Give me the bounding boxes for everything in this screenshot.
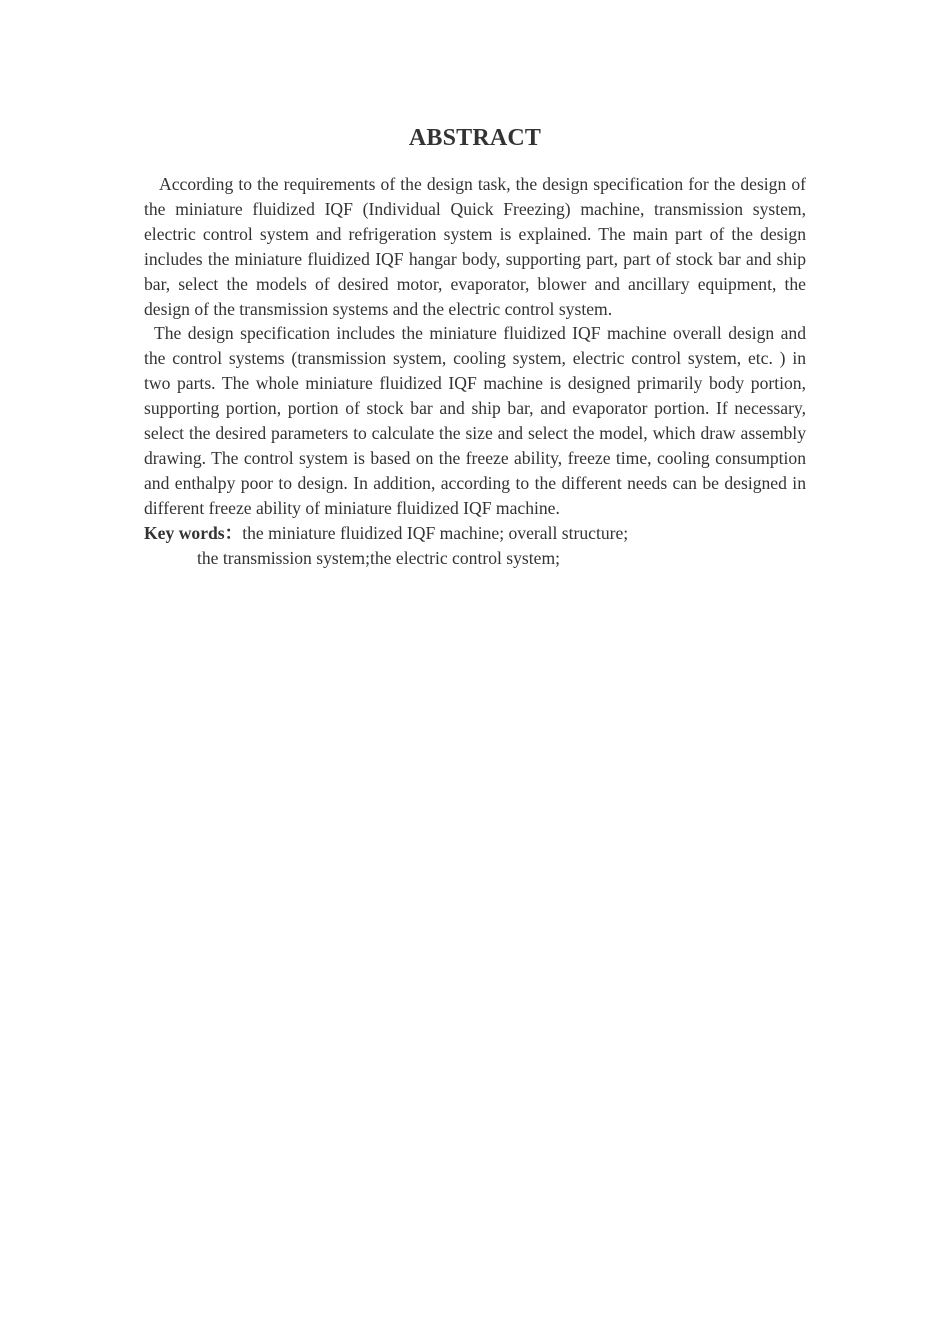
keywords-line-1 [144, 521, 806, 546]
document-page [144, 122, 806, 571]
abstract-paragraph-1: According to the requirements of the design task, the design specification for the design of the miniature fluidized IQF (Individual Quick Freezing) machine, transmission system, electric control system and refrigeration system is explained. The main part of the design includes the miniature fluidized IQF hangar body, supporting part, part of stock bar and ship bar, select the models of desired motor, evaporator, blower and ancillary equipment, the design of the transmission systems and the electric control system. [144, 174, 806, 319]
keywords-label: Key words： [144, 522, 243, 543]
keywords-text-1: the miniature fluidized IQF machine; overall structure; [242, 522, 629, 543]
abstract-title: ABSTRACT [408, 125, 542, 151]
keywords-line-2: the transmission system;the electric control system; [197, 547, 561, 568]
abstract-paragraph-2: The design specification includes the miniature fluidized IQF machine overall design and the control systems (transmission system, cooling system, electric control system, etc. ) in two parts. The whole miniature fluidized IQF machine is designed primarily body portion, supporting portion, portion of stock bar and ship bar, and evaporator portion. If necessary, select the desired parameters to calculate the size and select the model, which draw assembly drawing. The control system is based on the freeze ability, freeze time, cooling consumption and enthalpy poor to design. In addition, according to the different needs can be designed in different freeze ability of miniature fluidized IQF machine. [144, 323, 806, 518]
